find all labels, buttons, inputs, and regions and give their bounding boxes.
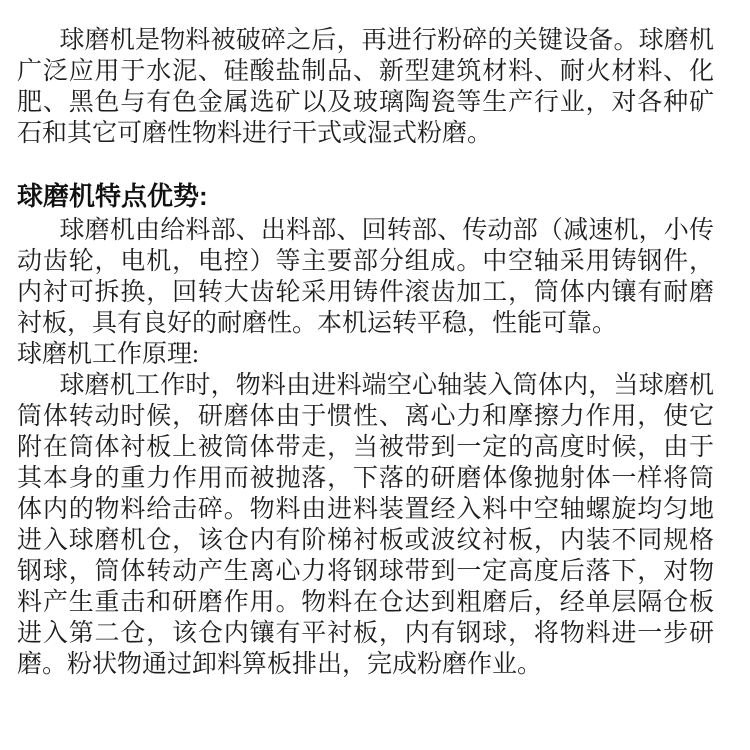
features-paragraph: 球磨机由给料部、出料部、回转部、传动部（减速机，小传动齿轮，电机，电控）等主要部分组成。中空轴采用铸钢件，内衬可拆换，回转大齿轮采用铸件滚齿加工，筒体内镶有耐磨衬板，具有良好的耐磨性。本机运转平稳，性能可靠。 (17, 217, 714, 337)
intro-paragraph: 球磨机是物料被破碎之后，再进行粉碎的关键设备。球磨机广泛应用于水泥、硅酸盐制品、新型建筑材料、耐火材料、化肥、黑色与有色金属选矿以及玻璃陶瓷等生产行业，对各种矿石和其它可磨性物料进行干式或湿式粉磨。 (17, 27, 714, 147)
principle-paragraph: 球磨机工作时，物料由进料端空心轴装入筒体内，当球磨机筒体转动时候，研磨体由于惯性、离心力和摩擦力作用，使它附在筒体衬板上被筒体带走，当被带到一定的高度时候，由于其本身的重力作用而被抛落，下落的研磨体像抛射体一样将筒体内的物料给击碎。物料由进料装置经入料中空轴螺旋均匀地进入球磨机仓，该仓内有阶梯衬板或波纹衬板，内装不同规格钢球，筒体转动产生离心力将钢球带到一定高度后落下，对物料产生重击和研磨作用。物料在仓达到粗磨后，经单层隔仓板进入第二仓，该仓内镶有平衬板，内有钢球，将物料进一步研磨。粉状物通过卸料箅板排出，完成粉磨作业。 (17, 372, 714, 678)
principle-heading: 球磨机工作原理: (17, 341, 199, 368)
features-heading: 球磨机特点优势: (17, 181, 208, 211)
